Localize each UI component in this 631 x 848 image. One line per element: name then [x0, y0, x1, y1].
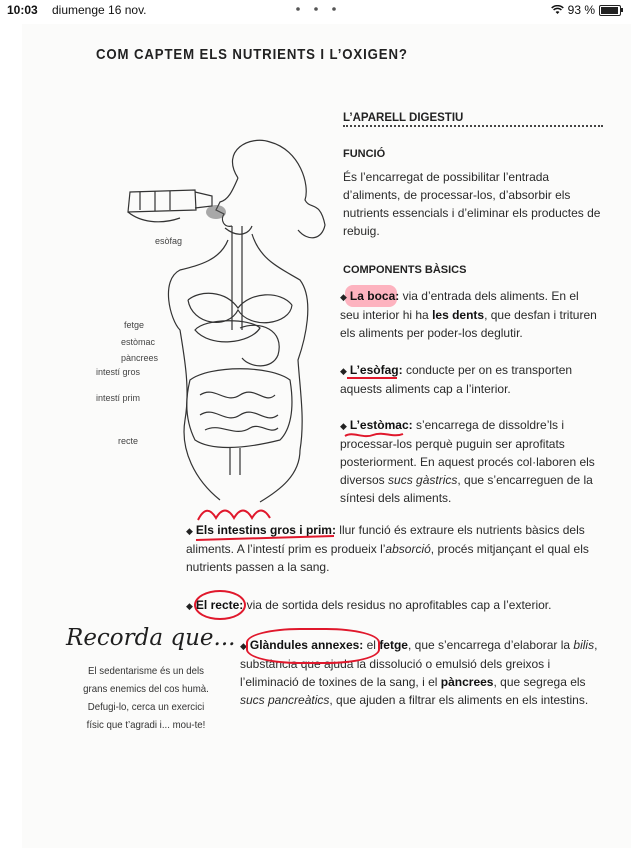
label-intesti-gros: intestí gros [96, 367, 141, 377]
status-date: diumenge 16 nov. [52, 3, 147, 17]
bullet-icon: ◆ [340, 366, 347, 376]
component-recte [186, 596, 598, 615]
text-la-boca-2: , que desfan i trituren els aliments per poder-los deglutir. [340, 308, 597, 340]
text-glandules-1: el [363, 638, 380, 652]
dotted-divider [343, 125, 603, 127]
term-estomac: L’estòmac: [349, 418, 413, 432]
battery-fill [601, 7, 618, 14]
component-la-boca [340, 287, 598, 342]
status-bar [0, 0, 631, 22]
label-recte: recte [118, 436, 139, 446]
scribble-intestins [194, 506, 344, 546]
text-intestins-1: llur funció és extraure els nutrients bàsics dels aliments. A l’intestí prim es produeix l’ [186, 523, 585, 556]
term-recte: El recte: [195, 598, 244, 612]
text-glandules-5: , que ajuden a filtrar els aliments en els intestins. [329, 693, 589, 707]
text-glandules-2: , que s’encarrega d’elaborar la [407, 638, 574, 652]
text-sucs-gastrics: sucs gàstrics [388, 473, 458, 487]
term-la-boca: La boca: [349, 289, 400, 303]
term-fetge: fetge [379, 638, 408, 652]
section-title: L’APARELL DIGESTIU [343, 112, 464, 124]
label-esofag: esòfag [155, 236, 183, 246]
component-glandules [240, 636, 600, 709]
funcio-heading: FUNCIÓ [343, 148, 386, 160]
status-time: 10:03 [7, 3, 38, 17]
battery-icon [599, 5, 621, 16]
text-la-boca-1: via d’entrada dels aliments. En el seu interior hi ha [340, 289, 579, 322]
term-glandules: Glàndules annexes: [249, 638, 364, 652]
term-les-dents: les dents [432, 308, 485, 322]
funcio-text: És l’encarregat de possibilitar l’entrada d’aliments, de processar-los, d’absorbir els nutrients essencials i d’eliminar els productes de rebuig. [343, 170, 601, 238]
text-intestins-2: , procés mitjançant el qual els nutrients passen a la sang. [186, 542, 589, 574]
bullet-icon: ◆ [186, 526, 193, 536]
text-absorcio: absorció [385, 542, 431, 556]
battery-percent: 93 % [567, 3, 595, 17]
status-right [551, 3, 621, 17]
text-estomac-1: s’encarrega de dissoldre’ls i processar-los perquè puguin ser aprofitats posteriorment. En aquest procés col·laboren els diversos [340, 418, 595, 487]
underline-estomac [343, 430, 405, 440]
component-esofag [340, 361, 598, 398]
bullet-icon: ◆ [340, 421, 347, 431]
text-bilis: bilis [573, 638, 595, 652]
recorda-text: El sedentarisme és un dels grans enemics del cos humà. Defugi-lo, cerca un exercici físic que t’agradi i... mou-te! [83, 665, 209, 731]
bullet-icon: ◆ [340, 292, 347, 302]
wifi-icon [551, 5, 564, 15]
text-recte: via de sortida dels residus no aprofitables cap a l’exterior. [243, 598, 552, 612]
term-intestins: Els intestins gros i prim: [195, 523, 336, 537]
text-sucs-pancreatics: sucs pancreàtics [240, 693, 330, 707]
text-estomac-2: , que s’encarreguen de la síntesi dels aliments. [340, 473, 593, 505]
page-title: COM CAPTEM ELS NUTRIENTS I L’OXIGEN? [96, 46, 408, 63]
components-heading: COMPONENTS BÀSICS [343, 264, 467, 276]
text-glandules-4: , que segrega els [493, 675, 586, 689]
label-estomac: estòmac [121, 337, 156, 347]
term-esofag: L’esòfag: [349, 363, 403, 377]
multitasking-dots-icon[interactable] [294, 7, 338, 11]
bullet-icon: ◆ [240, 641, 247, 651]
label-fetge: fetge [124, 320, 145, 330]
bullet-icon: ◆ [186, 601, 193, 611]
label-pancrees: pàncrees [121, 353, 159, 363]
recorda-title: Recorda que... [66, 625, 236, 651]
term-pancrees: pàncrees [440, 675, 494, 689]
text-esofag: conducte per on es transporten aquests aliments cap a l’interior. [340, 363, 573, 396]
text-glandules-3: , substància que ajuda la dissolució o emulsió dels greixos i l’eliminació de toxines de la sang, i el [240, 638, 598, 689]
label-intesti-prim: intestí prim [96, 393, 141, 403]
